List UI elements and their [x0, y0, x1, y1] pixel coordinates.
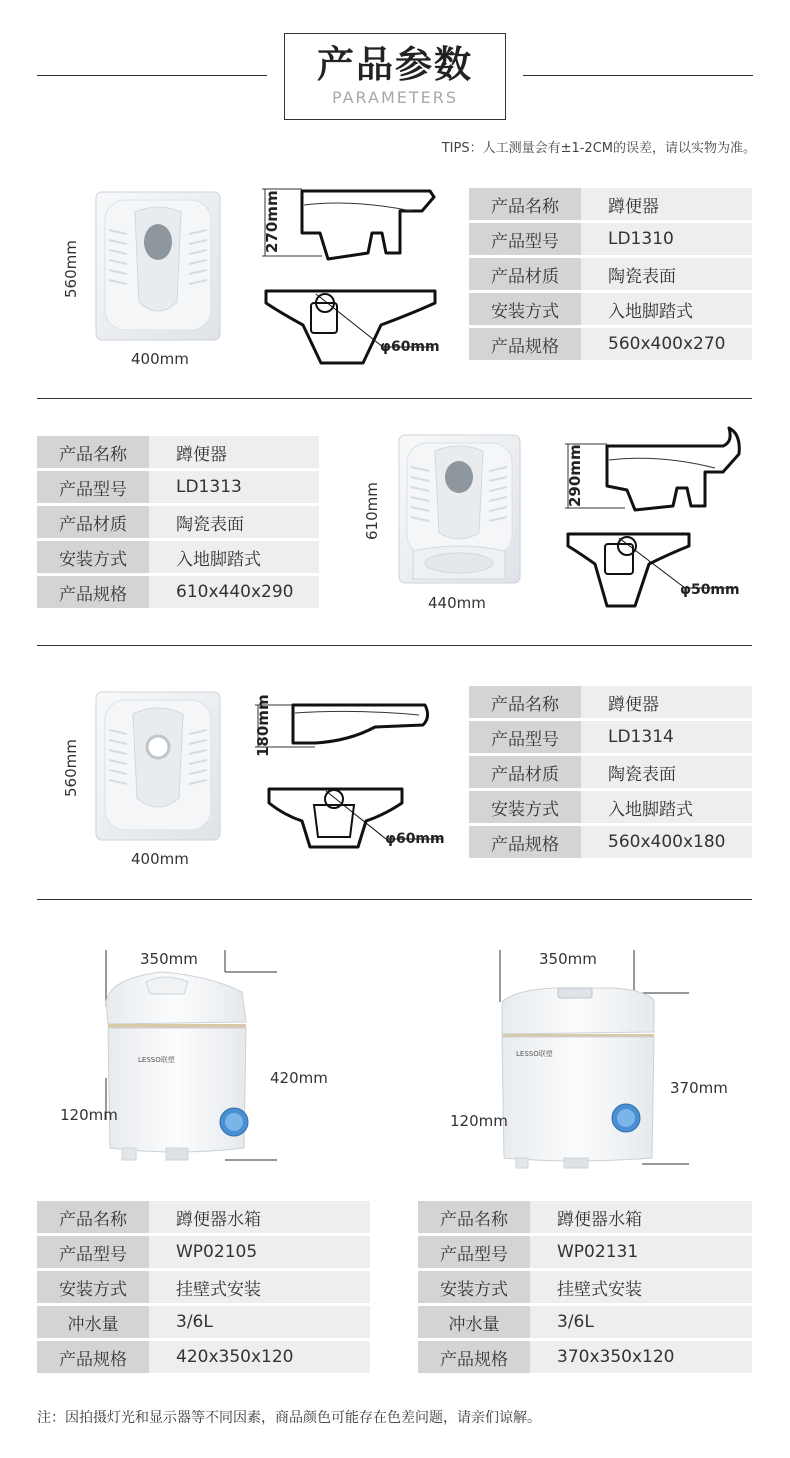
table-row	[418, 1271, 752, 1303]
height-label-1: 270mm	[263, 190, 281, 253]
table-row	[469, 721, 752, 753]
spec-value: 陶瓷表面	[149, 506, 319, 538]
spec-key: 产品规格	[469, 826, 581, 858]
table-row	[469, 756, 752, 788]
spec-value: 蹲便器水箱	[530, 1201, 752, 1233]
table-row	[469, 293, 752, 325]
footer-note: 注：因拍摄灯光和显示器等不同因素，商品颜色可能存在色差问题，请亲们谅解。	[37, 1410, 541, 1426]
spec-value: 入地脚踏式	[581, 791, 752, 823]
spec-key: 产品材质	[469, 258, 581, 290]
table-row	[37, 471, 319, 503]
side-profile-diagram-2	[565, 424, 745, 514]
page-subtitle: PARAMETERS	[331, 88, 459, 107]
top-outline-diagram-1	[263, 285, 443, 370]
squat-toilet-photo-2	[397, 433, 522, 585]
spec-value: LD1314	[581, 721, 752, 753]
tank-width-label-2: 350mm	[539, 950, 597, 968]
spec-key: 产品材质	[469, 756, 581, 788]
table-row	[418, 1236, 752, 1268]
spec-key: 产品名称	[469, 686, 581, 718]
spec-key: 安装方式	[469, 293, 581, 325]
table-row	[418, 1341, 752, 1373]
spec-value: LD1310	[581, 223, 752, 255]
table-row	[37, 506, 319, 538]
length-label-3: 560mm	[62, 739, 80, 797]
table-row	[469, 826, 752, 858]
spec-key: 产品材质	[37, 506, 149, 538]
side-profile-diagram-3	[255, 697, 435, 757]
table-row	[37, 576, 319, 608]
top-outline-diagram-2	[565, 530, 745, 615]
spec-value: 560x400x180	[581, 826, 752, 858]
spec-key: 冲水量	[418, 1306, 530, 1338]
tank-brand-logo-2: LESSO联塑	[516, 1050, 553, 1058]
length-label-2: 610mm	[363, 482, 381, 540]
squat-toilet-photo-3	[93, 690, 223, 842]
spec-key: 产品名称	[37, 1201, 149, 1233]
spec-value: 3/6L	[530, 1306, 752, 1338]
spec-value: 挂壁式安装	[530, 1271, 752, 1303]
table-row	[469, 686, 752, 718]
tank-photo-1	[100, 950, 280, 1175]
table-row	[37, 1201, 370, 1233]
spec-key: 产品规格	[37, 1341, 149, 1373]
spec-key: 产品规格	[37, 576, 149, 608]
table-row	[37, 436, 319, 468]
length-label-1: 560mm	[62, 240, 80, 298]
table-row	[37, 541, 319, 573]
table-row	[469, 258, 752, 290]
spec-key: 产品名称	[37, 436, 149, 468]
spec-key: 产品型号	[469, 223, 581, 255]
spec-table-2	[37, 433, 319, 611]
spec-key: 产品型号	[418, 1236, 530, 1268]
spec-value: 420x350x120	[149, 1341, 370, 1373]
spec-value: 610x440x290	[149, 576, 319, 608]
tank-depth-label-1: 120mm	[60, 1106, 118, 1124]
width-label-1: 400mm	[131, 350, 189, 368]
spec-key: 产品规格	[418, 1341, 530, 1373]
spec-value: 3/6L	[149, 1306, 370, 1338]
height-label-2: 290mm	[566, 444, 584, 507]
page-title: 产品参数	[317, 43, 473, 86]
spec-key: 安装方式	[37, 541, 149, 573]
table-row	[37, 1306, 370, 1338]
spec-value: 入地脚踏式	[581, 293, 752, 325]
spec-key: 安装方式	[469, 791, 581, 823]
tank-brand-logo-1: LESSO联塑	[138, 1056, 175, 1064]
table-row	[37, 1271, 370, 1303]
tank-photo-2	[494, 950, 694, 1172]
spec-key: 产品型号	[37, 1236, 149, 1268]
table-row	[418, 1201, 752, 1233]
table-row	[469, 223, 752, 255]
header-rule-right	[523, 75, 753, 76]
tank-spec-table-1	[37, 1198, 370, 1376]
spec-value: 挂壁式安装	[149, 1271, 370, 1303]
width-label-2: 440mm	[428, 594, 486, 612]
height-label-3: 180mm	[254, 694, 272, 757]
spec-value: 蹲便器	[581, 188, 752, 220]
spec-key: 产品名称	[418, 1201, 530, 1233]
spec-key: 产品规格	[469, 328, 581, 360]
tank-height-label-1: 420mm	[270, 1069, 328, 1087]
spec-value: 蹲便器	[581, 686, 752, 718]
spec-value: 入地脚踏式	[149, 541, 319, 573]
spec-key: 冲水量	[37, 1306, 149, 1338]
tank-spec-table-2	[418, 1198, 752, 1376]
table-row	[418, 1306, 752, 1338]
table-row	[469, 188, 752, 220]
spec-key: 安装方式	[37, 1271, 149, 1303]
spec-key: 产品名称	[469, 188, 581, 220]
table-row	[469, 328, 752, 360]
spec-key: 安装方式	[418, 1271, 530, 1303]
spec-value: 陶瓷表面	[581, 258, 752, 290]
pipe-label-1: φ60mm	[380, 339, 440, 355]
spec-value: 370x350x120	[530, 1341, 752, 1373]
spec-key: 产品型号	[469, 721, 581, 753]
spec-table-3	[469, 683, 752, 861]
spec-table-1	[469, 185, 752, 363]
section-divider	[37, 645, 752, 646]
spec-value: WP02105	[149, 1236, 370, 1268]
title-box	[284, 33, 506, 120]
tank-width-label-1: 350mm	[140, 950, 198, 968]
pipe-label-3: φ60mm	[385, 831, 445, 847]
spec-value: 560x400x270	[581, 328, 752, 360]
tank-height-label-2: 370mm	[670, 1079, 728, 1097]
spec-value: 蹲便器水箱	[149, 1201, 370, 1233]
section-divider	[37, 398, 752, 399]
table-row	[37, 1341, 370, 1373]
spec-value: WP02131	[530, 1236, 752, 1268]
side-profile-diagram-1	[262, 185, 442, 265]
tips-text: TIPS：人工测量会有±1-2CM的误差，请以实物为准。	[441, 141, 756, 156]
width-label-3: 400mm	[131, 850, 189, 868]
spec-value: 蹲便器	[149, 436, 319, 468]
spec-key: 产品型号	[37, 471, 149, 503]
squat-toilet-photo-1	[93, 190, 223, 342]
spec-value: LD1313	[149, 471, 319, 503]
pipe-label-2: φ50mm	[680, 582, 740, 598]
tank-depth-label-2: 120mm	[450, 1112, 508, 1130]
header-rule-left	[37, 75, 267, 76]
spec-value: 陶瓷表面	[581, 756, 752, 788]
section-divider	[37, 899, 752, 900]
table-row	[37, 1236, 370, 1268]
table-row	[469, 791, 752, 823]
